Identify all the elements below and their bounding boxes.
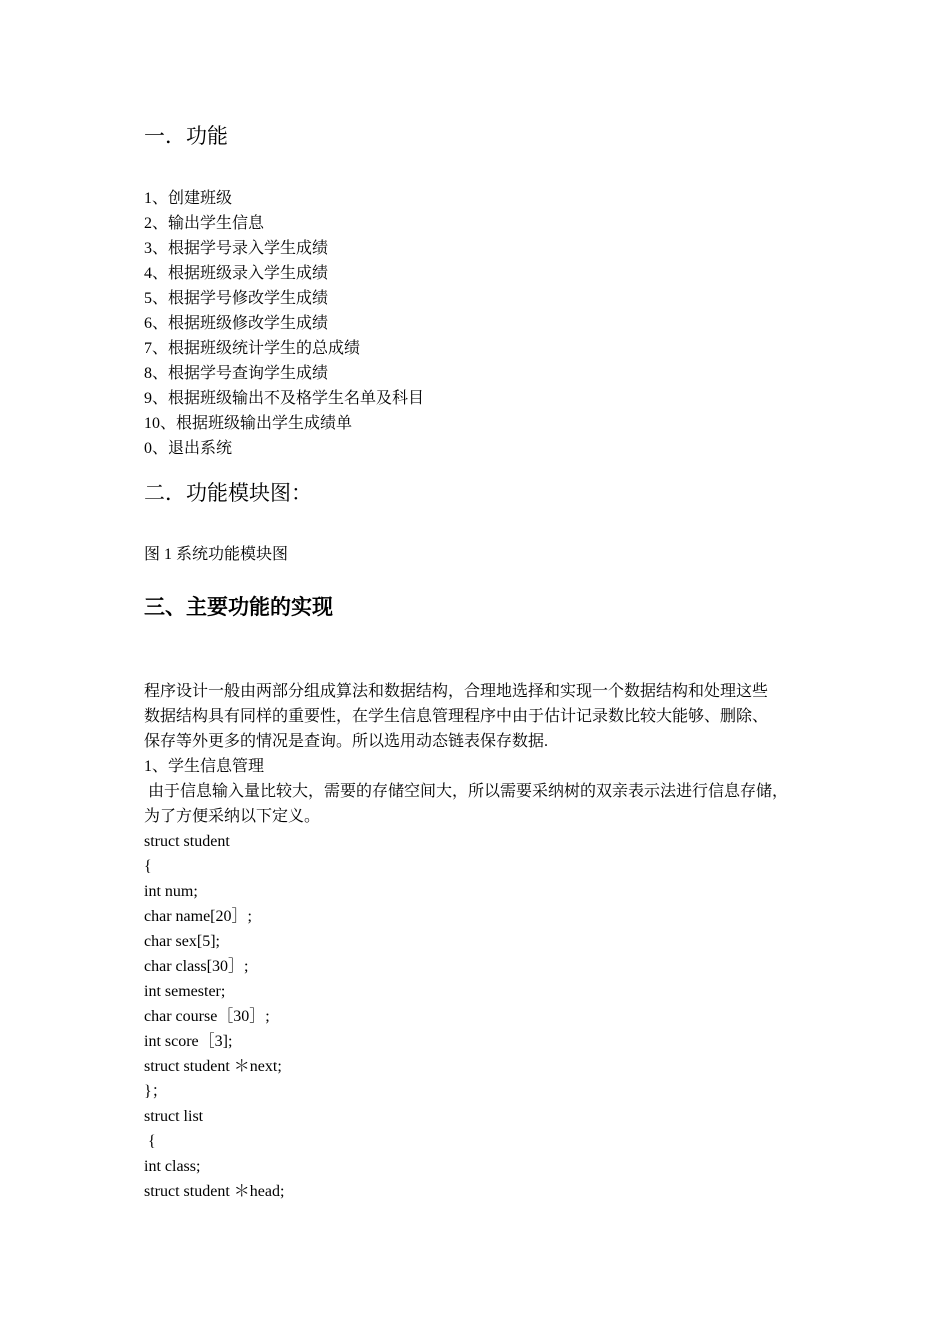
code-line: struct student ＊head;: [144, 1183, 285, 1200]
code-line: int num;: [144, 883, 198, 900]
code-line: int semester;: [144, 983, 226, 1000]
list-item: 7、根据班级统计学生的总成绩: [144, 340, 361, 357]
list-item: 0、退出系统: [144, 440, 233, 457]
intro-paragraph-line: 程序设计一般由两部分组成算法和数据结构，合理地选择和实现一个数据结构和处理这些: [144, 683, 769, 700]
list-item: 1、创建班级: [144, 190, 233, 207]
section1-heading: 一．功能: [144, 124, 228, 148]
code-line: int score［3];: [144, 1033, 233, 1050]
code-line: int class;: [144, 1158, 201, 1175]
code-line: {: [144, 1133, 156, 1150]
list-item: 10、根据班级输出学生成绩单: [144, 415, 353, 432]
list-item: 9、根据班级输出不及格学生名单及科目: [144, 390, 425, 407]
list-item: 8、根据学号查询学生成绩: [144, 365, 329, 382]
code-line: struct list: [144, 1108, 204, 1125]
code-line: char name[20］;: [144, 908, 252, 925]
code-line: struct student ＊next;: [144, 1058, 282, 1075]
list-item: 2、输出学生信息: [144, 215, 265, 232]
description-line: 由于信息输入量比较大，需要的存储空间大，所以需要采纳树的双亲表示法进行信息存储，: [144, 783, 789, 800]
code-line: }；: [144, 1083, 168, 1100]
intro-paragraph-line: 保存等外更多的情况是查询。所以选用动态链表保存数据.: [144, 733, 549, 750]
section3-body: [144, 679, 824, 1204]
function-list: [144, 186, 424, 461]
list-item: 6、根据班级修改学生成绩: [144, 315, 329, 332]
code-line: char course［30］;: [144, 1008, 270, 1025]
code-line: char sex[5];: [144, 933, 220, 950]
list-item: 4、根据班级录入学生成绩: [144, 265, 329, 282]
description-line: 为了方便采纳以下定义。: [144, 808, 321, 825]
code-line: {: [144, 858, 152, 875]
intro-paragraph-line: 数据结构具有同样的重要性，在学生信息管理程序中由于估计记录数比较大能够、删除、: [144, 708, 769, 725]
section3-heading: 三、主要功能的实现: [144, 595, 333, 619]
list-item: 5、根据学号修改学生成绩: [144, 290, 329, 307]
section2-heading: 二．功能模块图：: [144, 481, 312, 505]
subsection-heading: 1、学生信息管理: [144, 758, 265, 775]
code-line: struct student: [144, 833, 230, 850]
list-item: 3、根据学号录入学生成绩: [144, 240, 329, 257]
figure-caption: 图 1 系统功能模块图: [144, 546, 289, 563]
code-line: char class[30］;: [144, 958, 249, 975]
